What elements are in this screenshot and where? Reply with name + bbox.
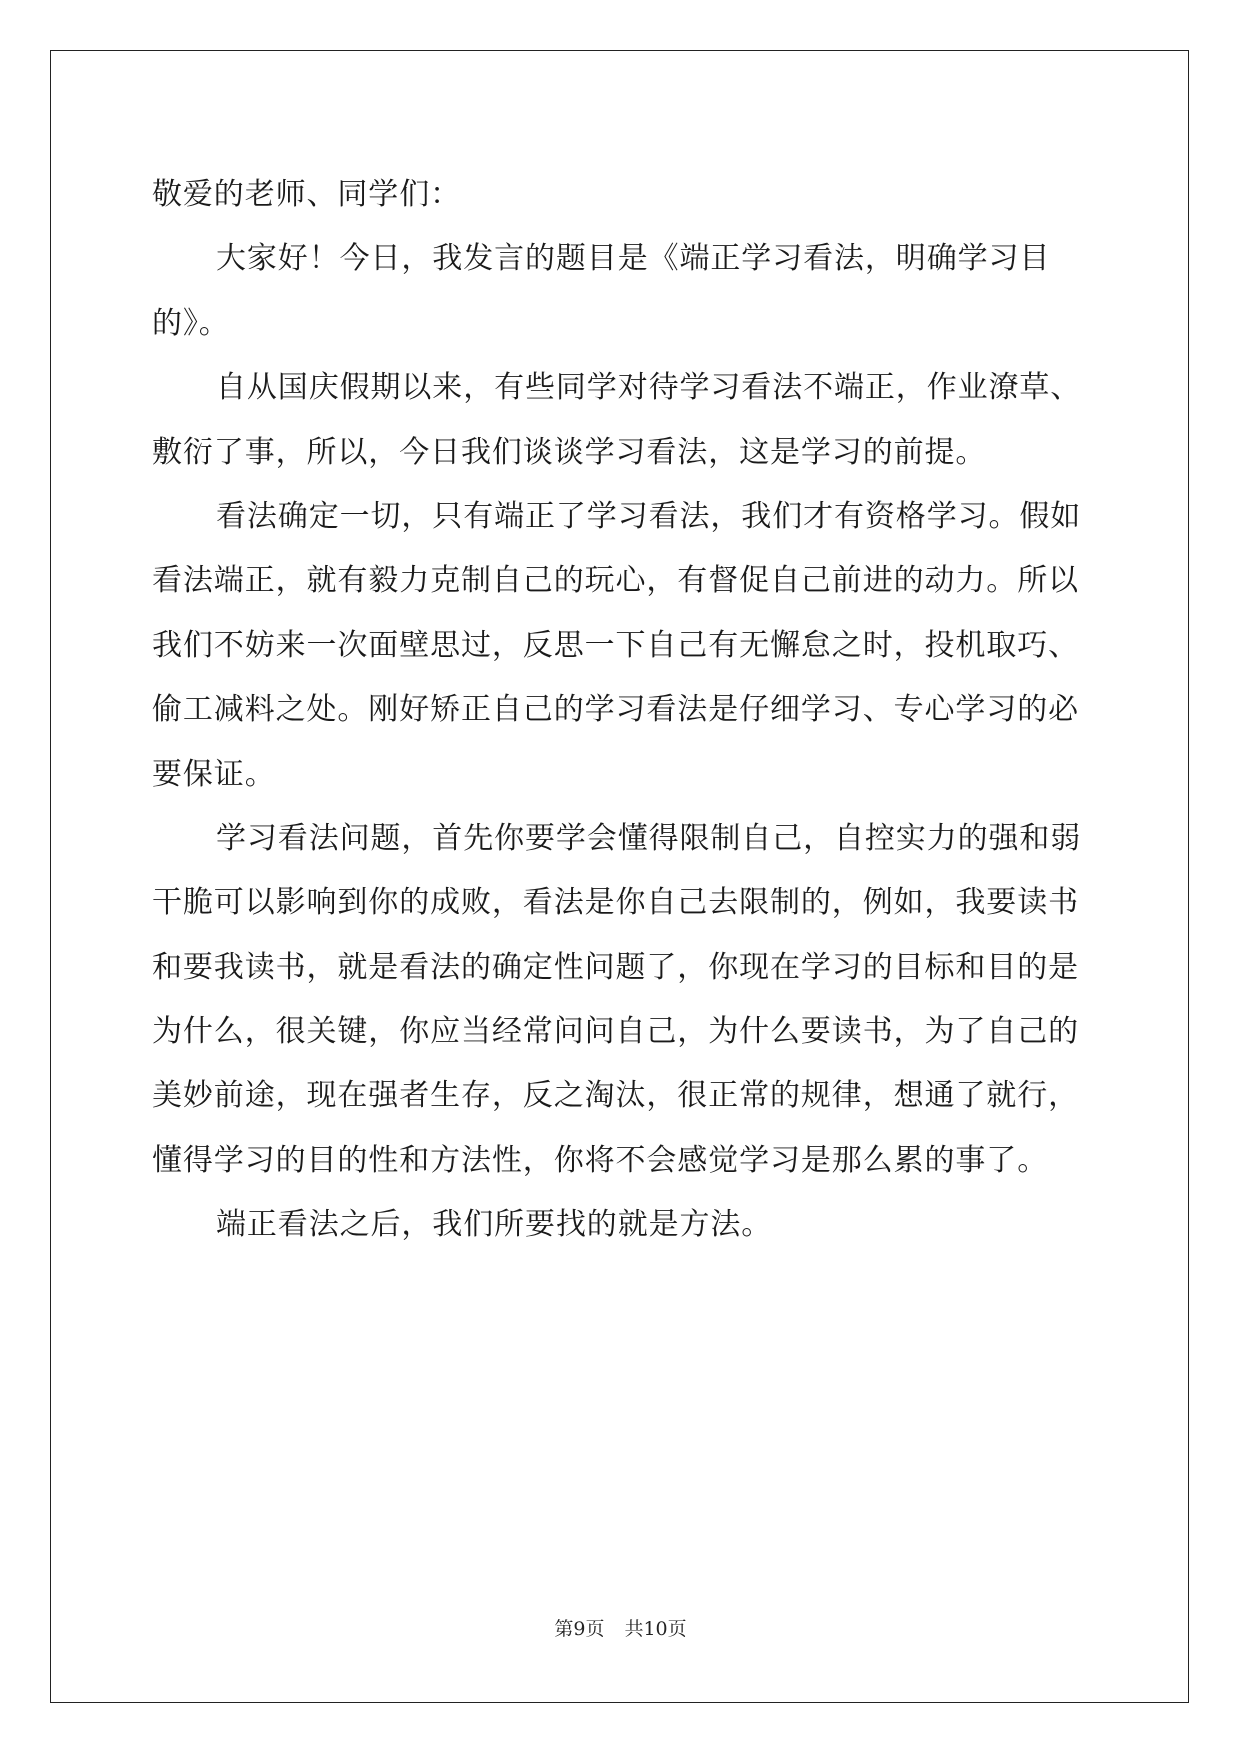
- document-body: [152, 163, 1092, 1258]
- text-line: 敬爱的老师、同学们：: [152, 177, 461, 212]
- text-line: 端正看法之后，我们所要找的就是方法。: [216, 1207, 773, 1243]
- text-line: 看法确定一切，只有端正了学习看法，我们才有资格学习。假如: [216, 498, 1082, 534]
- text-line: 敷衍了事，所以，今日我们谈谈学习看法，这是学习的前提。: [152, 434, 987, 470]
- text-line: 学习看法问题，首先你要学会懂得限制自己，自控实力的强和弱: [216, 820, 1082, 856]
- page-number-total: 共10页: [624, 1618, 687, 1640]
- text-line: 看法端正，就有毅力克制自己的玩心，有督促自己前进的动力。所以: [152, 563, 1079, 599]
- page-number-current: 第9页: [554, 1618, 605, 1640]
- text-line: 要保证。: [152, 756, 276, 792]
- text-line: 干脆可以影响到你的成败，看法是你自己去限制的，例如，我要读书: [152, 885, 1079, 921]
- text-line: 自从国庆假期以来，有些同学对待学习看法不端正，作业潦草、: [216, 370, 1082, 406]
- text-line: 和要我读书，就是看法的确定性问题了，你现在学习的目标和目的是: [152, 949, 1079, 985]
- text-line: 为什么，很关键，你应当经常问问自己，为什么要读书，为了自己的: [152, 1014, 1079, 1050]
- text-line: 偷工减料之处。刚好矫正自己的学习看法是仔细学习、专心学习的必: [152, 692, 1079, 728]
- page-footer: [0, 1614, 1241, 1641]
- text-line: 美妙前途，现在强者生存，反之淘汰，很正常的规律，想通了就行，: [152, 1078, 1079, 1114]
- text-line: 懂得学习的目的性和方法性，你将不会感觉学习是那么累的事了。: [152, 1142, 1049, 1178]
- text-line: 的》。: [152, 305, 230, 341]
- text-line: 我们不妨来一次面壁思过，反思一下自己有无懈怠之时，投机取巧、: [152, 627, 1079, 663]
- text-line: 大家好！今日，我发言的题目是《端正学习看法，明确学习目: [216, 241, 1051, 277]
